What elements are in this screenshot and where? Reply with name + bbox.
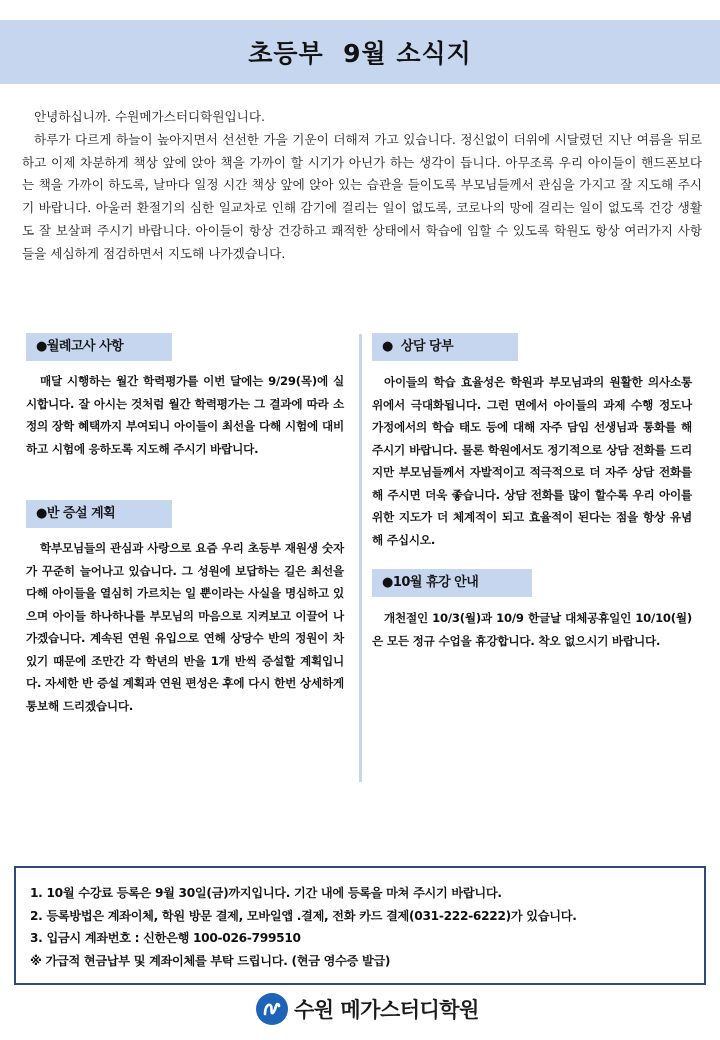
intro-text <box>22 106 702 266</box>
right-column <box>372 333 692 652</box>
academy-logo <box>256 991 479 1027</box>
section-holiday <box>372 569 692 652</box>
left-column <box>26 333 344 717</box>
section-counseling <box>372 333 692 551</box>
intro-paragraph: 하루가 다르게 하늘이 높아지면서 선선한 가을 기운이 더해져 가고 있습니다. 정신없이 더위에 시달렸던 지난 여름을 뒤로 하고 이제 차분하게 책상 앞에 앉아 책을 가까이 할 시기가 아닌가 하는 생각이 듭니다. 아무조록 우리 아이들이 핸드폰보다는 책을 가까이 하도록, 날마다 일정 시간 책상 앞에 앉아 있는 습관을 들이도록 부모님들께서 관심을 가지고 잘 지도해 주시기 바랍니다. 아울러 환절기의 심한 일교차로 인해 감기에 걸리는 일이 없도록, 코로나의 망에 걸리는 일이 없도록 건강 생활도 잘 보살펴 주시기 바랍니다. 아이들이 항상 건강하고 쾌적한 상태에서 학습에 임할 수 있도록 학원도 항상 여러가지 사항들을 세심하게 점검하면서 지도해 나가겠습니다. <box>22 131 702 261</box>
section-heading: ● 상담 당부 <box>372 333 518 361</box>
section-heading: ●월례고사 사항 <box>26 333 172 361</box>
section-body: 학부모님들의 관심과 사랑으로 요즘 우리 초등부 재원생 숫자가 꾸준히 늘어나고 있습니다. 그 성원에 보답하는 길은 최선을 다해 아이들을 열심히 가르치는 일 뿐이라는 사실을 명심하고 있으며 아이들 하나하나를 부모님의 마음으로 지켜보고 이끌어 나가겠습니다. 계속된 연원 유입으로 연해 상당수 반의 정원이 차 있기 때문에 조만간 각 학년의 반을 1개 반씩 증설할 계획입니다. 자세한 반 증설 계획과 연원 편성은 후에 다시 한번 상세하게 통보해 드리겠습니다. <box>26 541 344 713</box>
logo-swoosh-icon <box>260 997 284 1021</box>
column-divider <box>359 334 362 782</box>
logo-text: 수원 메가스터디학원 <box>294 998 479 1022</box>
notice-line: 2. 등록방법은 계좌이체, 학원 방문 결제, 모바일앱 .결제, 전화 카드 결제(031-222-6222)가 있습니다. <box>30 908 577 923</box>
page-title: 초등부 9월 소식지 <box>248 39 472 68</box>
logo-mark-icon <box>256 993 288 1025</box>
section-body: 매달 시행하는 월간 학력평가를 이번 달에는 9/29(목)에 실시합니다. 잘 아시는 것처럼 월간 학력평가는 그 결과에 따라 소정의 장학 혜택까지 부여되니 아이들이 최선을 다해 시험에 대비하고 시험에 응하도록 지도해 주시기 바랍니다. <box>26 374 344 456</box>
notice-line: 3. 입금시 계좌번호 : 신한은행 100-026-799510 <box>30 931 301 945</box>
section-body: 개천절인 10/3(월)과 10/9 한글날 대체공휴일인 10/10(월)은 모든 정규 수업을 휴강합니다. 착오 없으시기 바랍니다. <box>372 611 692 648</box>
section-heading: ●반 증설 계획 <box>26 500 172 528</box>
section-exam <box>26 333 344 460</box>
section-body: 아이들의 학습 효율성은 학원과 부모님과의 원활한 의사소통 위에서 극대화됩니다. 그런 면에서 아이들의 과제 수행 정도나 가정에서의 학습 태도 등에 대해 자주 담임 선생님과 통화를 해 주시기 바랍니다. 물론 학원에서도 정기적으로 상담 전화를 드리지만 부모님들께서 자발적이고 적극적으로 더 자주 상담 전화를 해 주시면 더욱 좋습니다. 상담 전화를 많이 할수록 우리 아이를 위한 지도가 더 체계적이 되고 효율적이 된다는 점을 항상 유념해 주십시오. <box>372 375 692 547</box>
notice-line: 1. 10월 수강료 등록은 9월 30일(금)까지입니다. 기간 내에 등록을 마쳐 주시기 바랍니다. <box>30 886 502 900</box>
section-class-expansion <box>26 500 344 717</box>
intro-greeting: 안녕하십니까. 수원메가스터디학원입니다. <box>34 109 265 124</box>
section-heading: ●10월 휴강 안내 <box>372 569 532 597</box>
notice-line: ※ 가급적 현금납부 및 계좌이체를 부탁 드립니다. (현금 영수증 발급) <box>30 953 391 968</box>
registration-notice-box <box>14 866 706 985</box>
